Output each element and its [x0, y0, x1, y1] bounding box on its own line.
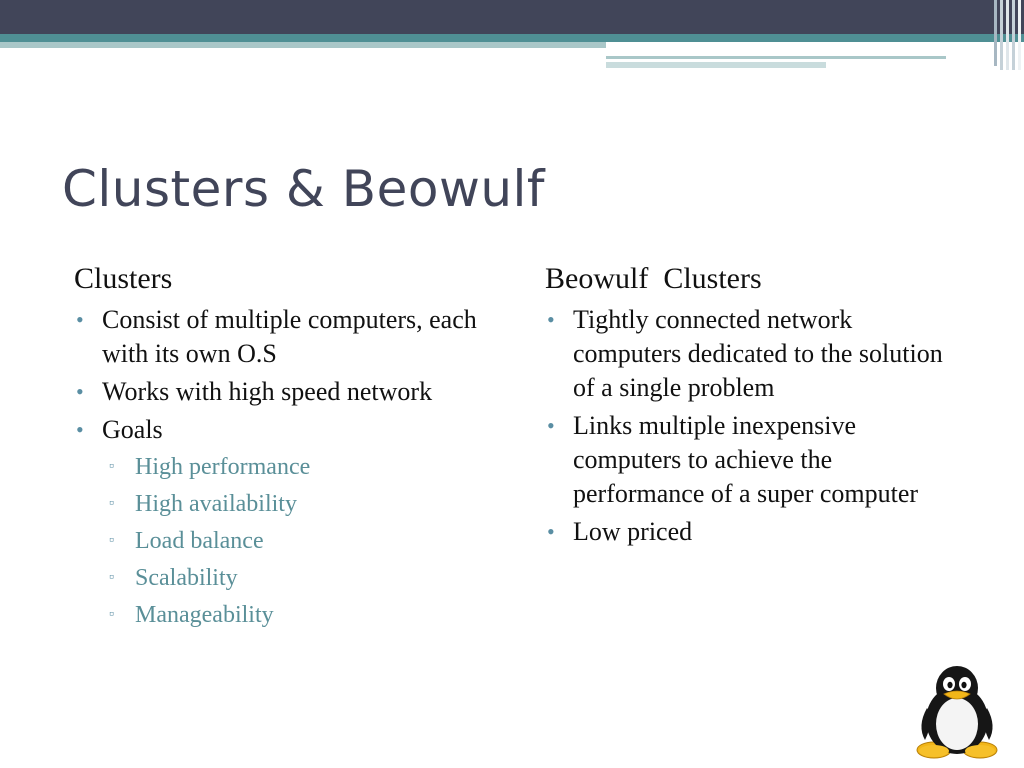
bullet-text: Links multiple inexpensive computers to achieve the performance of a super computer — [573, 411, 919, 508]
bullet-text: Low priced — [573, 517, 693, 546]
square-bullet-icon: ▫ — [109, 459, 114, 474]
list-item — [74, 303, 504, 371]
slide-title: Clusters & Beowulf — [62, 160, 546, 218]
bullet-icon: • — [76, 379, 84, 404]
penguin-icon — [914, 664, 1000, 760]
left-column-heading: Clusters — [74, 262, 173, 295]
list-item — [74, 375, 504, 409]
square-bullet-icon: ▫ — [109, 607, 114, 622]
list-item — [74, 413, 504, 632]
list-item — [545, 515, 965, 549]
bullet-icon: • — [547, 413, 555, 438]
sub-list-item — [102, 450, 504, 484]
square-bullet-icon: ▫ — [109, 496, 114, 511]
right-column — [545, 260, 965, 553]
bullet-text: Goals — [102, 415, 163, 444]
sub-list-item — [102, 487, 504, 521]
sub-list-item — [102, 598, 504, 632]
bullet-text: Tightly connected network computers dedicated to the solution of a single problem — [573, 305, 943, 402]
list-item — [545, 409, 965, 511]
square-bullet-icon: ▫ — [109, 533, 114, 548]
bullet-text: Works with high speed network — [102, 377, 433, 406]
sub-bullet-text: Scalability — [135, 565, 238, 591]
bullet-icon: • — [547, 519, 555, 544]
bullet-icon: • — [547, 307, 555, 332]
list-item — [545, 303, 965, 405]
sub-list-item — [102, 524, 504, 558]
sub-bullet-text: Manageability — [135, 602, 274, 628]
right-bullet-list — [545, 303, 965, 549]
square-bullet-icon: ▫ — [109, 570, 114, 585]
bullet-text: Consist of multiple computers, each with its own O.S — [102, 305, 477, 368]
left-column — [74, 260, 504, 636]
header-band — [0, 0, 1024, 70]
sub-list-item — [102, 561, 504, 595]
bullet-icon: • — [76, 307, 84, 332]
bullet-icon: • — [76, 417, 84, 442]
sub-bullet-text: Load balance — [135, 528, 264, 554]
sub-bullet-text: High availability — [135, 491, 297, 517]
left-bullet-list — [74, 303, 504, 632]
goals-sub-list — [102, 450, 504, 632]
right-column-heading: Beowulf Clusters — [545, 262, 762, 295]
sub-bullet-text: High performance — [135, 454, 311, 480]
